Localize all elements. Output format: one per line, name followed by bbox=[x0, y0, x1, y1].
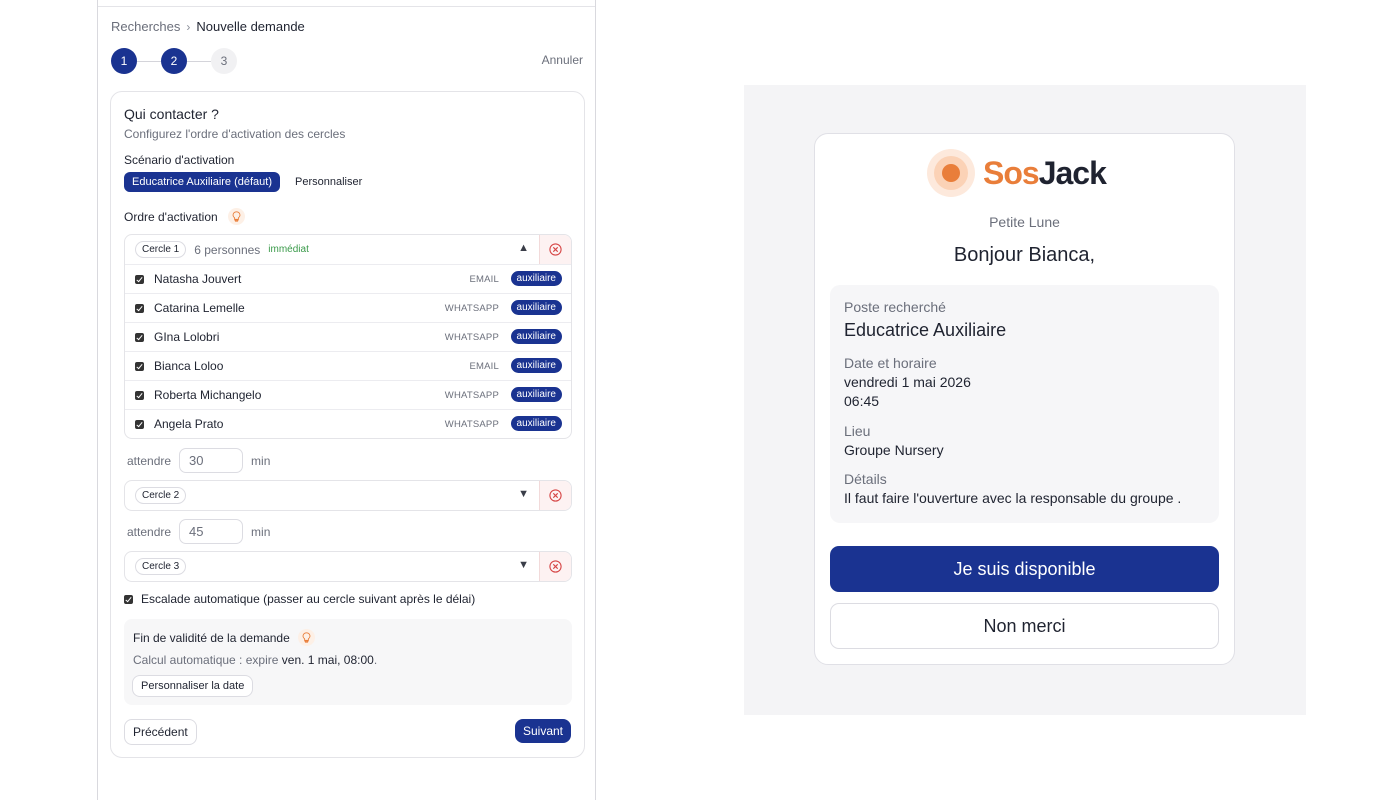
member-row bbox=[125, 351, 571, 380]
organization-name: Petite Lune bbox=[989, 214, 1060, 230]
scenario-default-button[interactable]: Educatrice Auxiliaire (défaut) bbox=[124, 172, 280, 192]
circle-timing: immédiat bbox=[268, 244, 309, 255]
validity-auto-text bbox=[133, 653, 377, 667]
member-checkbox[interactable] bbox=[135, 333, 144, 342]
top-divider bbox=[98, 6, 595, 7]
step-3[interactable]: 3 bbox=[211, 48, 237, 74]
message-card bbox=[814, 133, 1235, 665]
close-circle-icon bbox=[549, 489, 562, 502]
scenario-label: Scénario d'activation bbox=[124, 153, 235, 167]
circle-1-panel bbox=[124, 234, 572, 439]
validity-auto-label: Calcul automatique : expire bbox=[133, 653, 279, 667]
auto-escalation-label: Escalade automatique (passer au cercle suivant après le délai) bbox=[141, 592, 476, 606]
card-title: Qui contacter ? bbox=[124, 106, 219, 122]
greeting: Bonjour Bianca, bbox=[953, 244, 1096, 266]
previous-button[interactable]: Précédent bbox=[124, 719, 197, 745]
member-channel: EMAIL bbox=[469, 273, 499, 285]
wait-delay-input[interactable] bbox=[179, 448, 243, 473]
wait-unit: min bbox=[251, 453, 271, 468]
details-value: Il faut faire l'ouverture avec la responsable du groupe . bbox=[844, 490, 1182, 506]
logo-text-jack: Jack bbox=[1038, 154, 1106, 191]
accept-button[interactable]: Je suis disponible bbox=[830, 546, 1219, 592]
member-name: GIna Lolobri bbox=[154, 330, 220, 344]
member-channel: WHATSAPP bbox=[444, 331, 499, 343]
circle-1-header[interactable] bbox=[125, 235, 571, 264]
contact-config-card bbox=[110, 91, 585, 758]
details-label: Détails bbox=[844, 471, 887, 487]
member-role-badge: auxiliaire bbox=[511, 416, 562, 431]
breadcrumb-current: Nouvelle demande bbox=[196, 19, 305, 34]
member-name: Natasha Jouvert bbox=[154, 272, 242, 286]
member-channel: WHATSAPP bbox=[444, 302, 499, 314]
remove-circle-button[interactable] bbox=[539, 552, 571, 581]
member-role-badge: auxiliaire bbox=[511, 271, 562, 286]
member-role-badge: auxiliaire bbox=[511, 329, 562, 344]
member-row bbox=[125, 380, 571, 409]
member-checkbox[interactable] bbox=[135, 420, 144, 429]
logo-mark-icon bbox=[927, 149, 975, 197]
logo-text-sos: Sos bbox=[983, 154, 1039, 191]
validity-section bbox=[124, 619, 572, 705]
member-row bbox=[125, 264, 571, 293]
member-row bbox=[125, 409, 571, 438]
member-checkbox[interactable] bbox=[135, 391, 144, 400]
circle-2-panel bbox=[124, 480, 572, 511]
circle-2-header[interactable] bbox=[125, 481, 571, 510]
member-channel: WHATSAPP bbox=[444, 418, 499, 430]
wait-label: attendre bbox=[127, 453, 172, 468]
validity-title bbox=[133, 629, 315, 646]
member-checkbox[interactable] bbox=[135, 304, 144, 313]
wait-label: attendre bbox=[127, 524, 172, 539]
breadcrumb bbox=[111, 19, 305, 34]
poste-value: Educatrice Auxiliaire bbox=[844, 320, 1007, 340]
next-button[interactable]: Suivant bbox=[515, 719, 571, 743]
customize-date-button[interactable]: Personnaliser la date bbox=[132, 675, 253, 697]
member-name: Bianca Loloo bbox=[154, 359, 224, 373]
poste-label: Poste recherché bbox=[844, 299, 946, 315]
auto-escalation-checkbox[interactable] bbox=[124, 595, 133, 604]
decline-button[interactable]: Non merci bbox=[830, 603, 1219, 649]
request-form-panel bbox=[97, 0, 596, 800]
remove-circle-button[interactable] bbox=[539, 235, 571, 264]
collapse-arrow-icon[interactable]: ▲ bbox=[518, 242, 529, 254]
expand-arrow-icon[interactable]: ▼ bbox=[518, 488, 529, 500]
step-connector bbox=[187, 61, 211, 62]
validity-expiry: ven. 1 mai, 08:00 bbox=[281, 653, 374, 667]
time-value: 06:45 bbox=[844, 393, 880, 409]
chevron-right-icon: › bbox=[186, 19, 191, 34]
circle-member-count: 6 personnes bbox=[194, 242, 261, 257]
member-role-badge: auxiliaire bbox=[511, 300, 562, 315]
breadcrumb-link-recherches[interactable]: Recherches bbox=[111, 19, 181, 34]
scenario-selector bbox=[124, 172, 369, 192]
wait-delay-row bbox=[127, 519, 270, 544]
close-circle-icon bbox=[549, 243, 562, 256]
member-role-badge: auxiliaire bbox=[511, 358, 562, 373]
stepper bbox=[111, 48, 237, 74]
expand-arrow-icon[interactable]: ▼ bbox=[518, 559, 529, 571]
lightbulb-icon[interactable] bbox=[228, 208, 245, 225]
auto-escalation-option bbox=[124, 592, 475, 606]
circle-3-panel bbox=[124, 551, 572, 582]
member-row bbox=[125, 293, 571, 322]
lightbulb-icon[interactable] bbox=[298, 629, 315, 646]
wait-delay-row bbox=[127, 448, 270, 473]
lieu-label: Lieu bbox=[844, 423, 871, 439]
member-name: Angela Prato bbox=[154, 417, 224, 431]
member-name: Catarina Lemelle bbox=[154, 301, 245, 315]
circle-3-header[interactable] bbox=[125, 552, 571, 581]
step-1[interactable]: 1 bbox=[111, 48, 137, 74]
job-details bbox=[830, 285, 1219, 523]
logo-text bbox=[983, 155, 1106, 192]
activation-order-text: Ordre d'activation bbox=[124, 209, 218, 224]
member-role-badge: auxiliaire bbox=[511, 387, 562, 402]
lieu-value: Groupe Nursery bbox=[844, 442, 944, 458]
member-channel: EMAIL bbox=[469, 360, 499, 372]
wait-delay-input[interactable] bbox=[179, 519, 243, 544]
validity-title-text: Fin de validité de la demande bbox=[133, 630, 290, 645]
sosjack-logo bbox=[927, 149, 1106, 197]
cancel-button[interactable]: Annuler bbox=[541, 53, 583, 67]
date-label: Date et horaire bbox=[844, 355, 937, 371]
member-checkbox[interactable] bbox=[135, 362, 144, 371]
step-2[interactable]: 2 bbox=[161, 48, 187, 74]
message-preview bbox=[744, 85, 1306, 715]
member-name: Roberta Michangelo bbox=[154, 388, 262, 402]
circle-tag: Cercle 1 bbox=[135, 241, 186, 258]
circle-tag: Cercle 2 bbox=[135, 487, 186, 504]
card-subtitle: Configurez l'ordre d'activation des cercles bbox=[124, 127, 346, 141]
member-channel: WHATSAPP bbox=[444, 389, 499, 401]
date-value: vendredi 1 mai 2026 bbox=[844, 374, 971, 390]
wait-unit: min bbox=[251, 524, 271, 539]
member-row bbox=[125, 322, 571, 351]
close-circle-icon bbox=[549, 560, 562, 573]
step-connector bbox=[137, 61, 161, 62]
scenario-custom-button[interactable]: Personnaliser bbox=[295, 176, 363, 188]
member-checkbox[interactable] bbox=[135, 275, 144, 284]
activation-order-label bbox=[124, 208, 245, 225]
circle-tag: Cercle 3 bbox=[135, 558, 186, 575]
validity-period: . bbox=[373, 653, 378, 667]
remove-circle-button[interactable] bbox=[539, 481, 571, 510]
